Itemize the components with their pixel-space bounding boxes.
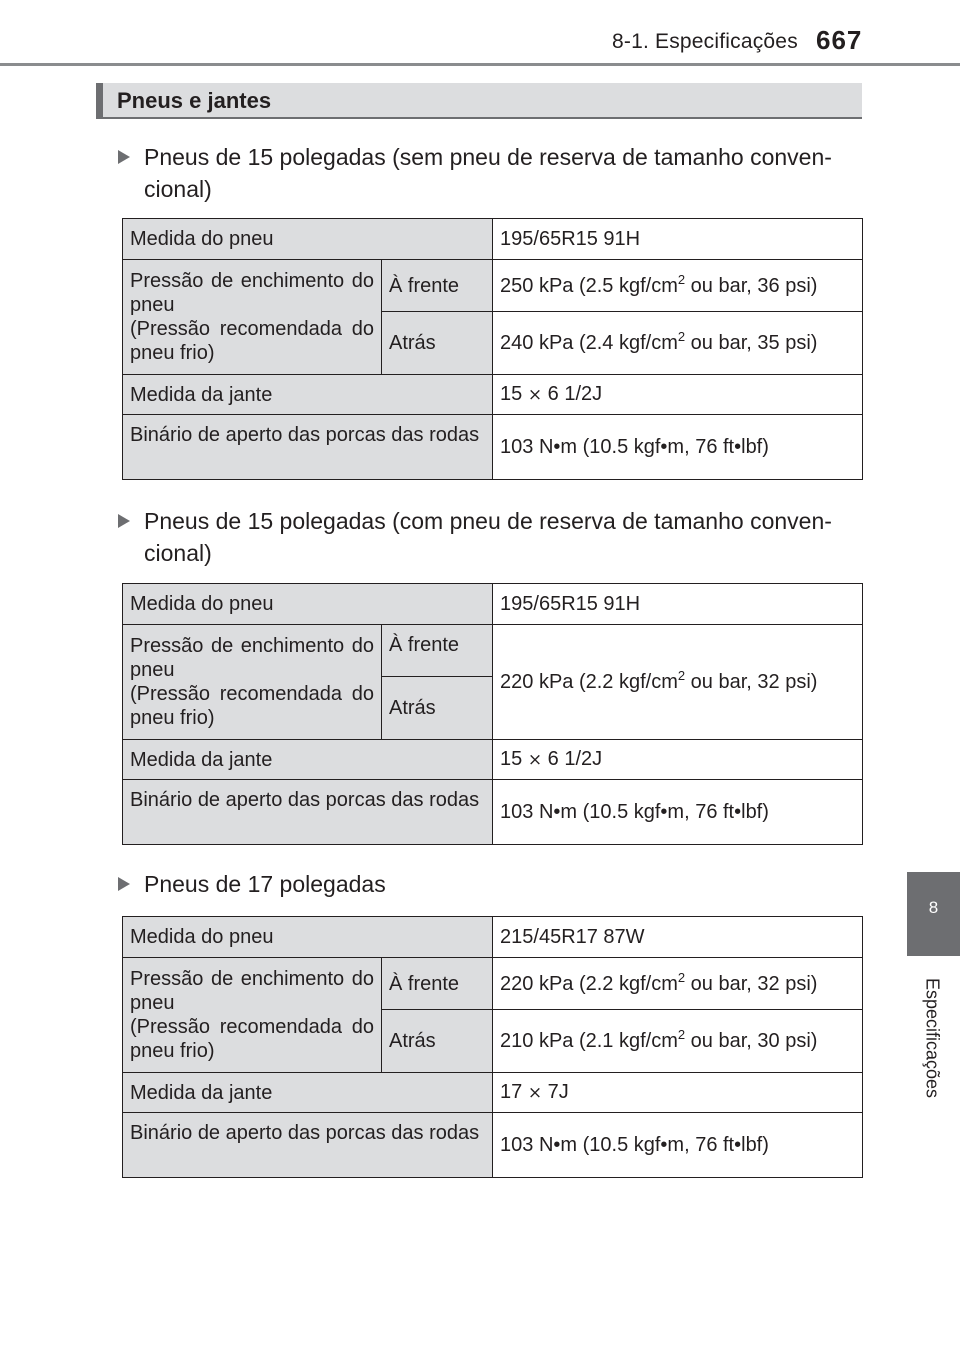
torque-label: Binário de aperto das porcas das rodas (123, 1113, 493, 1178)
front-label: À frente (382, 958, 493, 1010)
chapter-tab-label (917, 965, 947, 1110)
header-rule (0, 63, 960, 66)
pressure-value (493, 625, 863, 740)
pressure-text: ou bar, 36 psi) (685, 274, 818, 297)
triangle-bullet-icon (118, 877, 130, 891)
tire-size-label: Medida do pneu (123, 917, 493, 958)
wheel-size-value (493, 375, 863, 415)
pressure-exponent: 2 (677, 329, 686, 344)
front-label: À frente (382, 625, 493, 677)
chapter-tab-number: 8 (928, 898, 939, 917)
chapter-title: 8-1. Especificações (612, 30, 798, 53)
torque-value: 103 N•m (10.5 kgf•m, 76 ft•lbf) (493, 780, 863, 845)
wheel-width: 6 1/2J (547, 383, 603, 405)
pressure-label-line2: (Pressão recomendada do pneu frio) (130, 318, 374, 364)
pressure-text: ou bar, 32 psi) (685, 671, 818, 693)
table-row (123, 1113, 863, 1178)
tire-size-label: Medida do pneu (123, 219, 493, 260)
table-row (123, 584, 863, 625)
rear-pressure-value (493, 312, 863, 375)
subsection-title-15in-no-spare (118, 141, 868, 205)
pressure-exponent: 2 (677, 1027, 686, 1042)
pressure-exponent: 2 (677, 969, 686, 985)
pressure-label (123, 260, 382, 375)
front-label: À frente (382, 260, 493, 312)
spec-table-15in-with-spare (122, 583, 863, 845)
pressure-text: 220 kPa (2.2 kgf/cm (500, 671, 678, 693)
pressure-label-line2: (Pressão recomendada do pneu frio) (130, 1016, 374, 1062)
tire-size-value: 195/65R15 91H (493, 219, 863, 260)
subsection-title-line1: Pneus de 15 polegadas (sem pneu de reserva de tamanho conven- (144, 144, 832, 170)
wheel-size-label: Medida da jante (123, 1073, 493, 1113)
torque-value: 103 N•m (10.5 kgf•m, 76 ft•lbf) (493, 415, 863, 480)
pressure-text: ou bar, 30 psi) (685, 1030, 818, 1052)
tire-size-value: 195/65R15 91H (493, 584, 863, 625)
table-row (123, 219, 863, 260)
spec-table-15in-no-spare (122, 218, 863, 480)
rear-label: Atrás (382, 1010, 493, 1073)
wheel-width: 7J (547, 1081, 569, 1103)
table-row (123, 415, 863, 480)
pressure-label-line1: Pressão de enchimento do pneu (130, 635, 374, 681)
table-row (123, 625, 863, 677)
subsection-title-line1: Pneus de 15 polegadas (com pneu de reserva de tamanho conven- (144, 508, 832, 534)
times-symbol: × (527, 385, 543, 405)
spec-table-17in (122, 916, 863, 1178)
table-row (123, 780, 863, 845)
table-row (123, 1073, 863, 1113)
table-row (123, 375, 863, 415)
subsection-title-line2: cional) (144, 176, 212, 202)
table-row (123, 260, 863, 312)
pressure-text: 210 kPa (2.1 kgf/cm (500, 1030, 678, 1052)
front-pressure-value (493, 260, 863, 312)
rear-label: Atrás (382, 677, 493, 740)
chapter-tab-label-text: Especificações (922, 977, 943, 1098)
times-symbol: × (527, 750, 543, 770)
pressure-text: 220 kPa (2.2 kgf/cm (500, 972, 678, 995)
pressure-text: ou bar, 35 psi) (685, 332, 818, 354)
pressure-label-line1: Pressão de enchimento do pneu (130, 270, 374, 316)
pressure-text: 240 kPa (2.4 kgf/cm (500, 332, 678, 354)
pressure-label (123, 625, 382, 740)
wheel-width: 6 1/2J (547, 748, 603, 770)
pressure-label-line1: Pressão de enchimento do pneu (130, 968, 374, 1014)
pressure-exponent: 2 (677, 668, 686, 683)
rear-label: Atrás (382, 312, 493, 375)
front-pressure-value (493, 958, 863, 1010)
pressure-text: ou bar, 32 psi) (685, 972, 818, 995)
torque-label: Binário de aperto das porcas das rodas (123, 780, 493, 845)
subsection-title-line1: Pneus de 17 polegadas (144, 871, 386, 897)
table-row (123, 740, 863, 780)
table-row (123, 917, 863, 958)
triangle-bullet-icon (118, 150, 130, 164)
pressure-label (123, 958, 382, 1073)
wheel-size-value (493, 740, 863, 780)
subsection-title-15in-with-spare (118, 505, 868, 569)
torque-label: Binário de aperto das porcas das rodas (123, 415, 493, 480)
tire-size-value: 215/45R17 87W (493, 917, 863, 958)
section-title: Pneus e jantes (117, 88, 272, 113)
wheel-diameter: 15 (500, 383, 523, 405)
torque-value: 103 N•m (10.5 kgf•m, 76 ft•lbf) (493, 1113, 863, 1178)
page-number: 667 (816, 25, 863, 55)
pressure-exponent: 2 (677, 271, 686, 287)
wheel-size-label: Medida da jante (123, 375, 493, 415)
pressure-text: 250 kPa (2.5 kgf/cm (500, 274, 678, 297)
wheel-diameter: 15 (500, 748, 523, 770)
subsection-title-17in (118, 868, 868, 900)
tire-size-label: Medida do pneu (123, 584, 493, 625)
triangle-bullet-icon (118, 514, 130, 528)
subsection-title-line2: cional) (144, 540, 212, 566)
chapter-tab (907, 872, 960, 956)
wheel-size-label: Medida da jante (123, 740, 493, 780)
table-row (123, 958, 863, 1010)
section-header (96, 83, 862, 119)
pressure-label-line2: (Pressão recomendada do pneu frio) (130, 683, 374, 729)
rear-pressure-value (493, 1010, 863, 1073)
times-symbol: × (527, 1083, 543, 1103)
wheel-size-value (493, 1073, 863, 1113)
wheel-diameter: 17 (500, 1081, 523, 1103)
